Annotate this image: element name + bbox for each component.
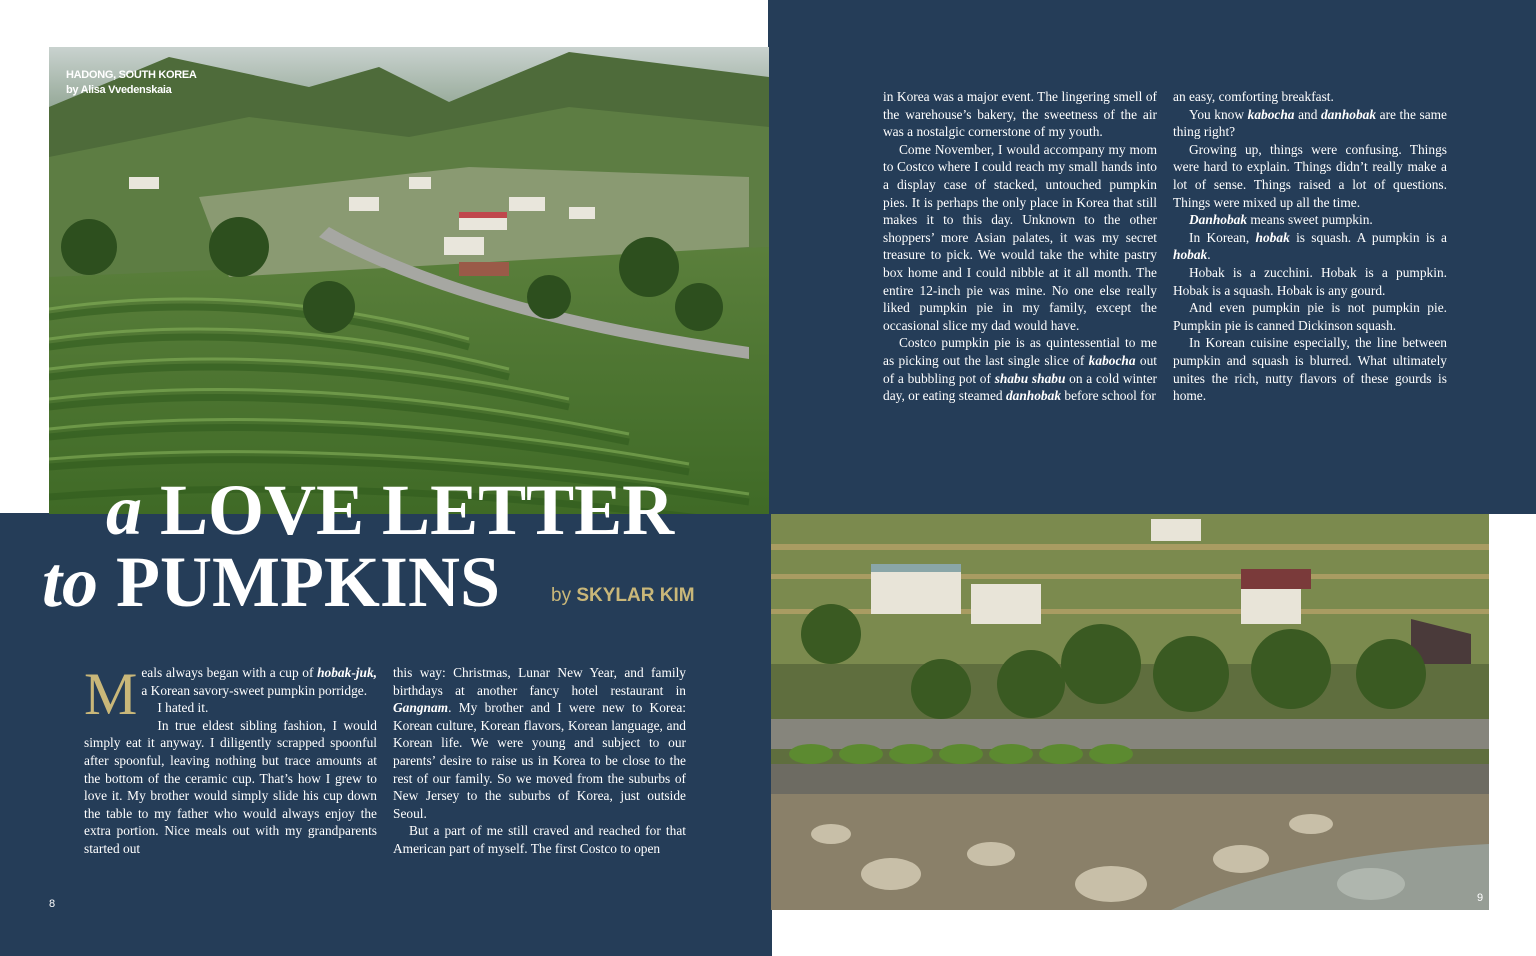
- korean-term: hobak: [1255, 229, 1290, 245]
- page-number-left: 8: [49, 898, 56, 910]
- paragraph: Costco pumpkin pie is as quintessential to me as picking out the last single slice of kabocha out of a bubbling pot of shabu shabu on a cold winter day, or eating steamed danhobak before school for: [883, 335, 1157, 404]
- column-4-text: [1173, 88, 1447, 405]
- paragraph: In true eldest sibling fashion, I would simply eat it anyway. I diligently scrapped spoonful after spoonful, leaving nothing but trace amounts at the bottom of the ceramic cup. That’s how I grew to love it. My brother would simply slide his cup down the table to my father who would always enjoy the extra portion. Nice meals out with my grandparents started out: [84, 717, 377, 856]
- paragraph: Danhobak means sweet pumpkin.: [1189, 212, 1373, 228]
- title-pumpkins: PUMPKINS: [116, 542, 500, 622]
- tea-plantation-photo: [49, 47, 769, 514]
- paragraph: And even pumpkin pie is not pumpkin pie. Pumpkin pie is canned Dickinson squash.: [1173, 300, 1447, 333]
- paragraph: eals always began with a cup of hobak-juk, a Korean savory-sweet pumpkin porridge.: [141, 665, 377, 698]
- byline-prefix: by: [551, 585, 572, 606]
- paragraph: this way: Christmas, Lunar New Year, and family birthdays at another fancy hotel restaurant in Gangnam. My brother and I were new to Korea: Korean culture, Korean flavors, Korean language, and Korean life. We were young and subject to our parents’ desire to raise us in Korea to be close to the rest of our family. So we moved from the suburbs of New Jersey to the suburbs of Korea, just outside Seoul.: [393, 665, 686, 821]
- article-column-2: [393, 664, 686, 858]
- author-byline: [551, 585, 695, 607]
- title-italic-a: a: [106, 470, 142, 550]
- photo-caption: [66, 68, 197, 98]
- korean-term: Danhobak: [1189, 212, 1248, 228]
- article-column-4: [1173, 88, 1447, 405]
- korean-term: kabocha: [1247, 106, 1295, 122]
- korean-term: danhobak: [1320, 106, 1377, 122]
- photo-credit: by Alisa Vvedenskaia: [66, 84, 172, 96]
- paragraph: Growing up, things were confusing. Things were hard to explain. Things didn’t really make a lot of sense. Things raised a lot of questions. Things were mixed up all the time.: [1173, 141, 1447, 210]
- paragraph: You know kabocha and danhobak are the same thing right?: [1173, 106, 1448, 140]
- paragraph: In Korean, hobak is squash. A pumpkin is a hobak.: [1173, 229, 1448, 263]
- korean-term: hobak: [1173, 247, 1208, 263]
- korean-term: Gangnam: [393, 700, 449, 716]
- paragraph: an easy, comforting breakfast.: [1173, 89, 1334, 104]
- korean-term: danhobak: [1005, 388, 1062, 404]
- title-love-letter: LOVE LETTER: [160, 470, 675, 550]
- korean-term: kabocha: [1088, 352, 1136, 368]
- paragraph: in Korea was a major event. The lingering smell of the warehouse’s bakery, the sweetness of the air was a nostalgic cornerstone of my youth.: [883, 89, 1157, 140]
- photo-location: HADONG, SOUTH KOREA: [66, 69, 197, 81]
- paragraph: Hobak is a zucchini. Hobak is a pumpkin. Hobak is a squash. Hobak is any gourd.: [1173, 264, 1447, 298]
- page-number-right: 9: [1477, 892, 1484, 904]
- byline-author: SKYLAR KIM: [576, 585, 695, 606]
- paragraph: In Korean cuisine especially, the line between pumpkin and squash is blurred. What ultimately unites the rich, nutty flavors of these gourds is home.: [1173, 335, 1447, 404]
- village-photo: [771, 514, 1489, 910]
- title-italic-to: to: [42, 542, 99, 622]
- article-title-line1: [106, 470, 674, 550]
- paragraph: I hated it.: [157, 700, 209, 716]
- column-2-text: [393, 664, 686, 858]
- article-column-3: [883, 88, 1157, 405]
- paragraph: But a part of me still craved and reached for that American part of myself. The first Costco to open: [393, 823, 686, 856]
- korean-term: hobak-juk,: [317, 665, 377, 680]
- article-column-1: [84, 661, 377, 858]
- drop-cap: M: [84, 661, 138, 727]
- korean-term: shabu shabu: [994, 370, 1066, 386]
- paragraph: Come November, I would accompany my mom to Costco where I could reach my small hands into a display case of stacked, untouched pumpkin pies. It is perhaps the only place in Korea that still makes it to this day. Unknown to the other shoppers’ more Asian palates, it was my secret treasure to pick. We would take the white pastry box home and I could nibble at it all month. The entire 12-inch pie was mine. No one else really liked pumpkin pie in my family, except the occasional slice my dad would have.: [883, 141, 1157, 333]
- column-3-text: [883, 88, 1157, 405]
- article-title-line2: [42, 542, 500, 622]
